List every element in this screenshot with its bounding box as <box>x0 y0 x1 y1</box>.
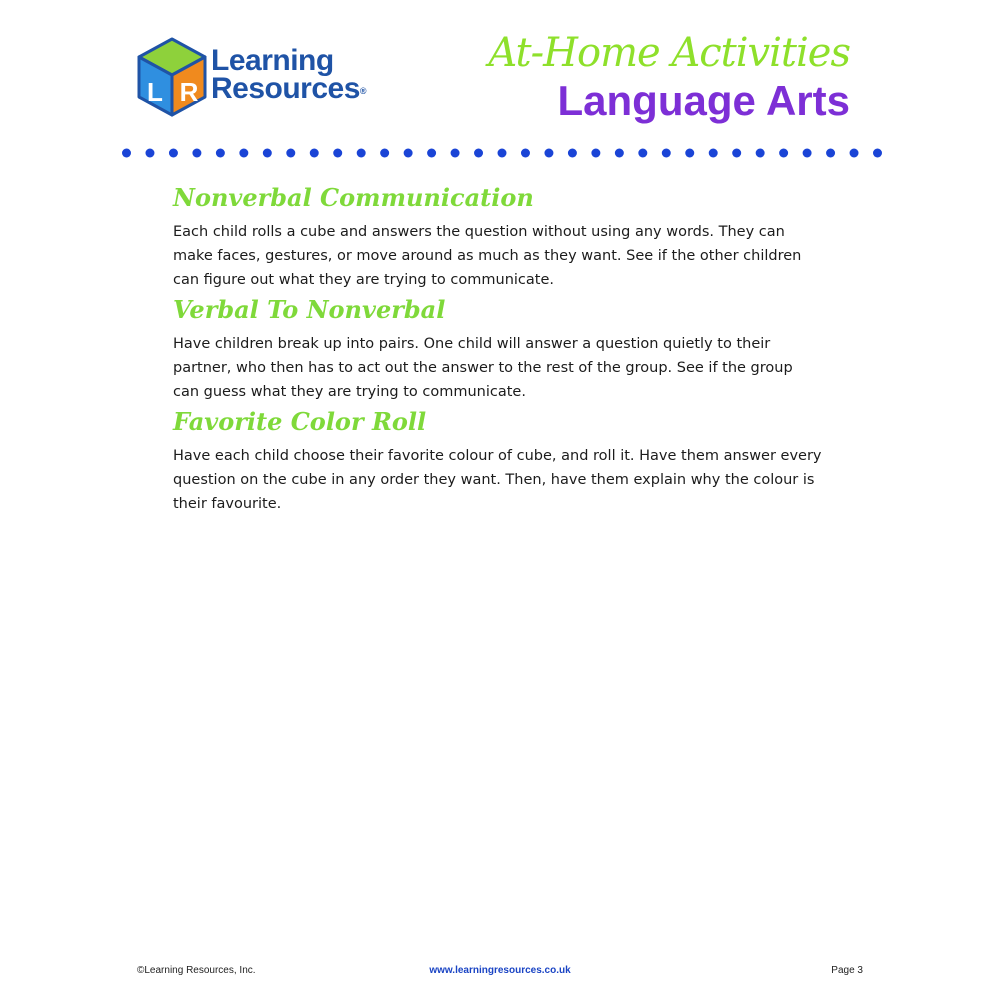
divider-dot <box>498 149 507 158</box>
divider-dot <box>544 149 553 158</box>
brand-line-2 <box>211 72 367 105</box>
divider-dot <box>779 149 788 158</box>
letter-cube-icon <box>137 37 207 117</box>
series-title: At-Home Activities <box>488 30 850 76</box>
section-body: Have children break up into pairs. One child will answer a question quietly to their partner, who then has to act out the answer to the rest of the group. See if the group can guess what they are trying to communicate. <box>173 336 793 400</box>
divider-dot <box>803 149 812 158</box>
divider-dot <box>286 149 295 158</box>
section-heading: Favorite Color Roll <box>173 407 427 436</box>
divider-dot <box>521 149 530 158</box>
divider-dot <box>638 149 647 158</box>
page-header <box>488 28 850 124</box>
divider-dot <box>380 149 389 158</box>
activity-section <box>173 404 823 516</box>
divider-dot <box>826 149 835 158</box>
divider-dot <box>732 149 741 158</box>
divider-dot <box>685 149 694 158</box>
divider-dot <box>333 149 342 158</box>
cube-letter-r: R <box>179 77 199 107</box>
dotted-divider <box>122 146 882 160</box>
activity-section <box>173 180 823 292</box>
divider-dot <box>615 149 624 158</box>
section-body: Have each child choose their favorite colour of cube, and roll it. Have them answer every question on the cube in any order they want. Then, have them explain why the colour is their favourite. <box>173 448 822 512</box>
brand-line-1: Learning <box>211 44 334 77</box>
divider-dot <box>404 149 413 158</box>
divider-dot <box>427 149 436 158</box>
divider-dot <box>122 149 131 158</box>
brand-line-2-text: Resources <box>211 72 360 105</box>
divider-dot <box>451 149 460 158</box>
activity-list <box>173 180 823 516</box>
subject-title: Language Arts <box>557 77 850 124</box>
activity-section <box>173 292 823 404</box>
brand-logo <box>137 37 397 117</box>
divider-dot <box>145 149 154 158</box>
divider-dot <box>591 149 600 158</box>
section-heading: Nonverbal Communication <box>173 183 534 212</box>
divider-dot <box>310 149 319 158</box>
page-number: Page 3 <box>831 965 863 976</box>
divider-dot <box>239 149 248 158</box>
section-body: Each child rolls a cube and answers the question without using any words. They can make faces, gestures, or move around as much as they want. See if the other children can figure out what they are trying to communicate. <box>173 224 802 288</box>
divider-dot <box>568 149 577 158</box>
divider-dot <box>709 149 718 158</box>
section-heading: Verbal To Nonverbal <box>173 295 446 324</box>
divider-dot <box>357 149 366 158</box>
divider-dot <box>662 149 671 158</box>
brand-wordmark <box>211 44 367 105</box>
divider-dot <box>756 149 765 158</box>
cube-letter-l: L <box>147 77 163 107</box>
divider-dot <box>850 149 859 158</box>
divider-dot <box>474 149 483 158</box>
divider-dot <box>263 149 272 158</box>
footer-website-link[interactable]: www.learningresources.co.uk <box>429 965 571 976</box>
divider-dot <box>216 149 225 158</box>
footer-copyright: ©Learning Resources, Inc. <box>137 965 256 976</box>
divider-dot <box>169 149 178 158</box>
divider-dot <box>192 149 201 158</box>
registered-mark: ® <box>359 86 367 96</box>
divider-dot <box>873 149 882 158</box>
